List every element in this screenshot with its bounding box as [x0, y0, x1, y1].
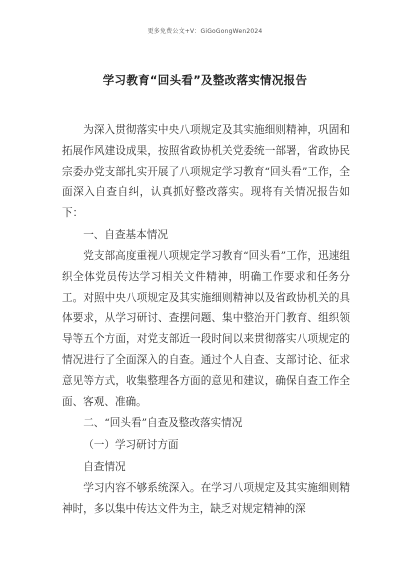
section-heading-rectification: 二、“回头看”自查及整改落实情况: [83, 417, 243, 430]
subheading-self-check-status: 自查情况: [83, 461, 126, 474]
intro-paragraph: 为深入贯彻落实中央八项规定及其实施细则精神，巩固和拓展作风建设成果，按照省政协机关党委统一部署，省政协民宗委办党支部扎实开展了八项规定学习教育“回头看”工作，全面深入自查自纠，认真抓好整改落实。现将有关情况报告如下：: [62, 124, 350, 220]
header-note: 更多免费公文+V：GiGoGongWen2024: [147, 28, 263, 35]
self-check-paragraph: 党支部高度重视八项规定学习教育“回头看”工作，迅速组织全体党员传达学习相关文件精神，明确工作要求和任务分工。对照中央八项规定及其实施细则精神以及省政协机关的具体要求，从学习研讨、查摆问题、集中整治开门教育、组织领导等五个方面，对党支部近一段时间以来贯彻落实八项规定的情况进行了全面深入的自查。通过个人自查、支部讨论、征求意见等方式，收集整理各方面的意见和建议，确保自查工作全面、客观、准确。: [62, 249, 350, 408]
subsection-heading-study: （一）学习研讨方面: [83, 439, 179, 452]
document-title: 学习教育“回头看”及整改落实情况报告: [102, 73, 308, 87]
section-heading-self-check: 一、自查基本情况: [83, 228, 168, 241]
document-body: [62, 120, 350, 520]
study-issue-paragraph: 学习内容不够系统深入。在学习八项规定及其实施细则精神时，多以集中传达文件为主，缺乏对规定精神的深: [62, 482, 350, 516]
